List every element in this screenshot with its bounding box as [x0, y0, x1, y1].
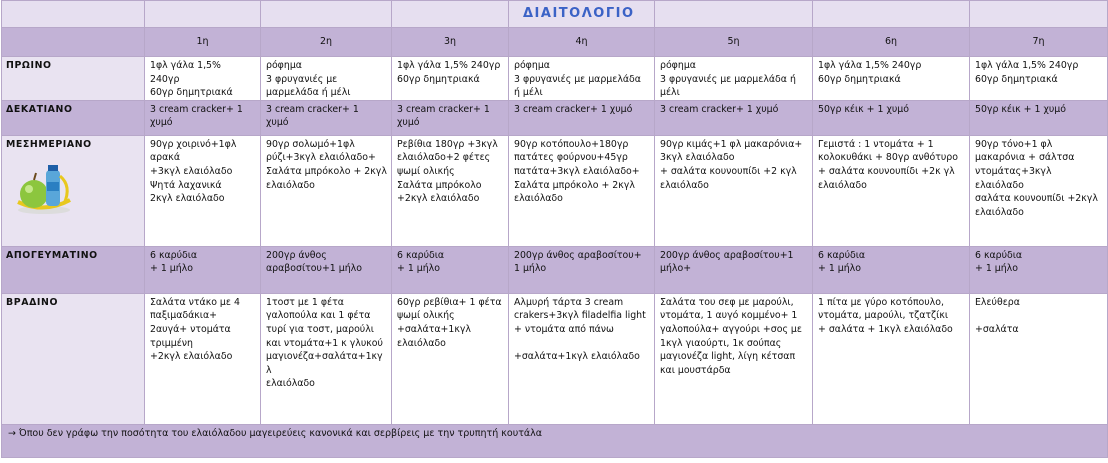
day-header: 6η: [813, 28, 970, 57]
cell-line: 50γρ κέικ + 1 χυμό: [818, 103, 909, 115]
meal-cell: [145, 293, 261, 424]
cell-line: 60γρ δημητριακά: [975, 73, 1058, 85]
meal-cell: [392, 100, 509, 135]
cell-line: 2κγλ ελαιόλαδο: [150, 193, 225, 205]
cell-line: 1 πίτα με γύρο κοτόπουλο,: [818, 296, 944, 308]
cell-line: Γεμιστά : 1 ντομάτα + 1: [818, 138, 934, 150]
meal-cell: [145, 57, 261, 101]
cell-line: 90γρ χοιρινό+1φλ: [150, 138, 237, 150]
cell-line: 3 φρυγανιές με: [266, 73, 338, 85]
meal-cell: [261, 246, 392, 293]
cell-line: σαλάτα κουνουπίδι +2κγλ: [975, 193, 1098, 205]
cell-line: + σαλάτα κουνουπίδι +2κ γλ: [818, 165, 955, 177]
meal-cell: [261, 100, 392, 135]
cell-line: 90γρ σολωμό+1φλ: [266, 138, 355, 150]
page-title: ΔΙΑΙΤΟΛΟΓΙΟ: [509, 1, 655, 28]
meal-cell: [392, 246, 509, 293]
cell-line: πατάτες φούρνου+45γρ: [514, 152, 628, 164]
title-blank-1: [2, 1, 145, 28]
day-header: 7η: [970, 28, 1108, 57]
cell-line: 60γρ δημητριακά: [150, 87, 233, 99]
cell-line: +2κγλ ελαιόλαδο: [150, 351, 233, 363]
cell-line: μακαρόνια + σάλτσα: [975, 152, 1075, 164]
meal-cell: [261, 57, 392, 101]
meal-cell: [509, 246, 655, 293]
cell-line: αρακά: [150, 152, 181, 164]
cell-line: 3 φρυγανιές με μαρμελάδα ή: [660, 73, 796, 85]
meal-cell: [813, 135, 970, 246]
cell-line: 3 φρυγανιές με μαρμελάδα: [514, 73, 641, 85]
title-blank-2: [145, 1, 261, 28]
cell-line: μαγιονέζα light, λίγη κέτσαπ: [660, 351, 796, 363]
cell-line: 1φλ γάλα 1,5% 240γρ: [975, 60, 1079, 71]
meal-cell: [970, 100, 1108, 135]
cell-line: ή μέλι: [514, 87, 543, 99]
meal-cell: [145, 246, 261, 293]
cell-line: ρόφημα: [266, 60, 302, 71]
day-header: 1η: [145, 28, 261, 57]
footnote: → Όπου δεν γράφω την ποσότητα του ελαιόλαδου μαγειρεύεις κανονικά και σερβίρεις με την τρυπητή κουτάλα: [2, 424, 1108, 457]
cell-line: μαρμελάδα ή μέλι: [266, 87, 351, 99]
meal-row-afternoon: [2, 246, 1108, 293]
meal-row-lunch: [2, 135, 1108, 246]
cell-line: + 1 μήλο: [150, 263, 193, 275]
cell-line: αραβοσίτου+1 μήλο: [266, 263, 362, 275]
cell-line: μήλο+: [660, 263, 692, 275]
meal-cell: [655, 100, 813, 135]
cell-line: ντομάτα, μαρούλι, τζατζίκι: [818, 310, 949, 322]
cell-line: Σαλάτα του σεφ με μαρούλι,: [660, 296, 794, 308]
cell-line: ελαιόλαδο: [514, 193, 563, 205]
cell-line: 240γρ: [150, 73, 180, 85]
cell-line: ντομάτα, 1 αυγό κομμένο+ 1: [660, 310, 798, 322]
day-header-row: [2, 28, 1108, 57]
cell-line: ψωμί ολικής: [397, 165, 455, 177]
cell-line: Σαλάτα μπρόκολο + 2κγλ: [266, 165, 387, 177]
cell-line: 60γρ δημητριακά: [397, 73, 480, 85]
cell-line: γαλοπούλα+ αγγούρι +σος με: [660, 323, 802, 335]
meal-cell: [509, 57, 655, 101]
cell-line: τυρί για τοστ, μαρούλι: [266, 323, 374, 335]
cell-line: +σαλάτα: [975, 323, 1019, 335]
cell-line: ελαιόλαδο: [266, 179, 315, 191]
cell-line: 1 μήλο: [514, 263, 547, 275]
cell-line: 1φλ γάλα 1,5%: [150, 60, 221, 71]
cell-line: 3 cream cracker+ 1 χυμό: [514, 103, 633, 115]
cell-line: ελαιόλαδο: [975, 179, 1024, 191]
cell-line: +σαλάτα+1κγλ ελαιόλαδο: [514, 351, 640, 363]
cell-line: 1κγλ γιαούρτι, 1κ σούπας: [660, 337, 782, 349]
cell-line: και ντομάτα+1 κ γλυκού: [266, 337, 383, 349]
cell-line: [975, 309, 1104, 323]
apple-water-bottle-icon: [14, 156, 74, 216]
cell-line: ντομάτας+3κγλ: [975, 165, 1052, 177]
cell-line: 3 cream cracker+ 1: [150, 103, 243, 115]
meal-row-dinner: [2, 293, 1108, 424]
meal-cell: [509, 135, 655, 246]
cell-line: Σαλάτα ντάκο με 4: [150, 296, 240, 308]
cell-line: crakers+3κγλ filadelfia light: [514, 310, 646, 322]
title-blank-6: [655, 1, 813, 28]
cell-line: και μουστάρδα: [660, 364, 731, 376]
cell-line: + 1 μήλο: [397, 263, 440, 275]
cell-line: ρόφημα: [660, 60, 696, 71]
cell-line: ρόφημα: [514, 60, 550, 71]
cell-line: ελαιόλαδο: [818, 179, 867, 191]
day-header: 4η: [509, 28, 655, 57]
cell-line: ελαιόλαδο: [266, 378, 315, 390]
meal-cell: [509, 293, 655, 424]
cell-line: +σαλάτα+1κγλ: [397, 323, 471, 335]
cell-line: +3κγλ ελαιόλαδο: [150, 165, 233, 177]
meal-cell: [970, 246, 1108, 293]
cell-line: 90γρ τόνο+1 φλ: [975, 138, 1053, 150]
meal-label: ΜΕΣΗΜΕΡΙΑΝΟ: [6, 138, 92, 150]
cell-line: 6 καρύδια: [818, 249, 866, 261]
meal-cell: [509, 100, 655, 135]
meal-cell: [261, 293, 392, 424]
meal-cell: [655, 246, 813, 293]
cell-line: παξιμαδάκια+: [150, 310, 218, 322]
meal-label: ΒΡΑΔΙΝΟ: [2, 293, 145, 424]
meal-cell: [392, 293, 509, 424]
meal-cell: [392, 57, 509, 101]
cell-line: χυμό: [397, 117, 420, 129]
day-header: 5η: [655, 28, 813, 57]
note-row: [2, 424, 1108, 457]
cell-line: + ντομάτα από πάνω: [514, 323, 614, 335]
cell-line: 200γρ άνθος αραβοσίτου+: [514, 249, 642, 261]
cell-line: ελαιόλαδο+2 φέτες: [397, 152, 491, 164]
cell-line: ελαιόλαδο: [975, 206, 1024, 218]
meal-cell: [970, 135, 1108, 246]
cell-line: +2κγλ ελαιόλαδο: [397, 193, 480, 205]
meal-label: ΠΡΩΙΝΟ: [2, 57, 145, 101]
day-header: 2η: [261, 28, 392, 57]
cell-line: ελαιόλαδο: [660, 179, 709, 191]
cell-line: Ψητά λαχανικά: [150, 179, 222, 191]
title-blank-4: [392, 1, 509, 28]
cell-line: κολοκυθάκι + 80γρ ανθότυρο: [818, 152, 958, 164]
meal-cell: [813, 100, 970, 135]
meal-cell: [261, 135, 392, 246]
cell-line: 6 καρύδια: [150, 249, 198, 261]
meal-label-cell: [2, 135, 145, 246]
cell-line: + 1 μήλο: [818, 263, 861, 275]
cell-line: 6 καρύδια: [397, 249, 445, 261]
meal-row-breakfast: [2, 57, 1108, 101]
corner-cell: [2, 28, 145, 57]
meal-cell: [970, 57, 1108, 101]
cell-line: πατάτα+3κγλ ελαιόλαδο+: [514, 165, 640, 177]
cell-line: 90γρ κιμάς+1 φλ μακαρόνια+: [660, 138, 803, 150]
cell-line: 200γρ άνθος: [266, 249, 327, 261]
cell-line: 2αυγά+ ντομάτα: [150, 323, 231, 335]
cell-line: ελαιόλαδο: [397, 337, 446, 349]
cell-line: + 1 μήλο: [975, 263, 1018, 275]
cell-line: 3κγλ ελαιόλαδο: [660, 152, 735, 164]
meal-label: ΑΠΟΓΕΥΜΑΤΙΝΟ: [2, 246, 145, 293]
meal-cell: [655, 135, 813, 246]
cell-line: 60γρ δημητριακά: [818, 73, 901, 85]
cell-line: 1φλ γάλα 1,5% 240γρ: [818, 60, 922, 71]
cell-line: γαλοπούλα και 1 φέτα: [266, 310, 371, 322]
cell-line: + σαλάτα κουνουπίδι +2 κγλ: [660, 165, 797, 177]
meal-cell: [970, 293, 1108, 424]
cell-line: Σαλάτα μπρόκολο: [397, 179, 482, 191]
title-blank-8: [970, 1, 1108, 28]
meal-cell: [813, 293, 970, 424]
cell-line: τριμμένη: [150, 337, 193, 349]
cell-line: 3 cream cracker+ 1: [397, 103, 490, 115]
cell-line: μέλι: [660, 87, 680, 99]
day-header: 3η: [392, 28, 509, 57]
meal-cell: [655, 293, 813, 424]
cell-line: 60γρ ρεβίθια+ 1 φέτα: [397, 296, 502, 308]
diet-plan-table: [1, 0, 1108, 458]
cell-line: 6 καρύδια: [975, 249, 1023, 261]
cell-line: 200γρ άνθος αραβοσίτου+1: [660, 249, 794, 261]
meal-cell: [655, 57, 813, 101]
meal-row-snack: [2, 100, 1108, 135]
meal-label: ΔΕΚΑΤΙΑΝΟ: [2, 100, 145, 135]
cell-line: Ελεύθερα: [975, 296, 1020, 308]
cell-line: + σαλάτα + 1κγλ ελαιόλαδο: [818, 323, 953, 335]
cell-line: 3 cream cracker+ 1 χυμό: [660, 103, 779, 115]
cell-line: 3 cream cracker+ 1: [266, 103, 359, 115]
title-blank-7: [813, 1, 970, 28]
cell-line: ρύζι+3κγλ ελαιόλαδο+: [266, 152, 376, 164]
cell-line: χυμό: [150, 117, 173, 129]
cell-line: χυμό: [266, 117, 289, 129]
cell-line: Ρεβίθια 180γρ +3κγλ: [397, 138, 498, 150]
title-row: [2, 1, 1108, 28]
cell-line: ψωμί ολικής: [397, 310, 455, 322]
cell-line: Αλμυρή τάρτα 3 cream: [514, 296, 624, 308]
meal-cell: [145, 135, 261, 246]
cell-line: [514, 337, 651, 351]
meal-cell: [145, 100, 261, 135]
cell-line: 50γρ κέικ + 1 χυμό: [975, 103, 1066, 115]
cell-line: Σαλάτα μπρόκολο + 2κγλ: [514, 179, 635, 191]
meal-cell: [813, 246, 970, 293]
cell-line: 1τοστ με 1 φέτα: [266, 296, 344, 308]
meal-cell: [813, 57, 970, 101]
cell-line: μαγιονέζα+σαλάτα+1κγλ: [266, 351, 383, 376]
cell-line: 90γρ κοτόπουλο+180γρ: [514, 138, 629, 150]
meal-cell: [392, 135, 509, 246]
title-blank-3: [261, 1, 392, 28]
cell-line: 1φλ γάλα 1,5% 240γρ: [397, 60, 501, 71]
